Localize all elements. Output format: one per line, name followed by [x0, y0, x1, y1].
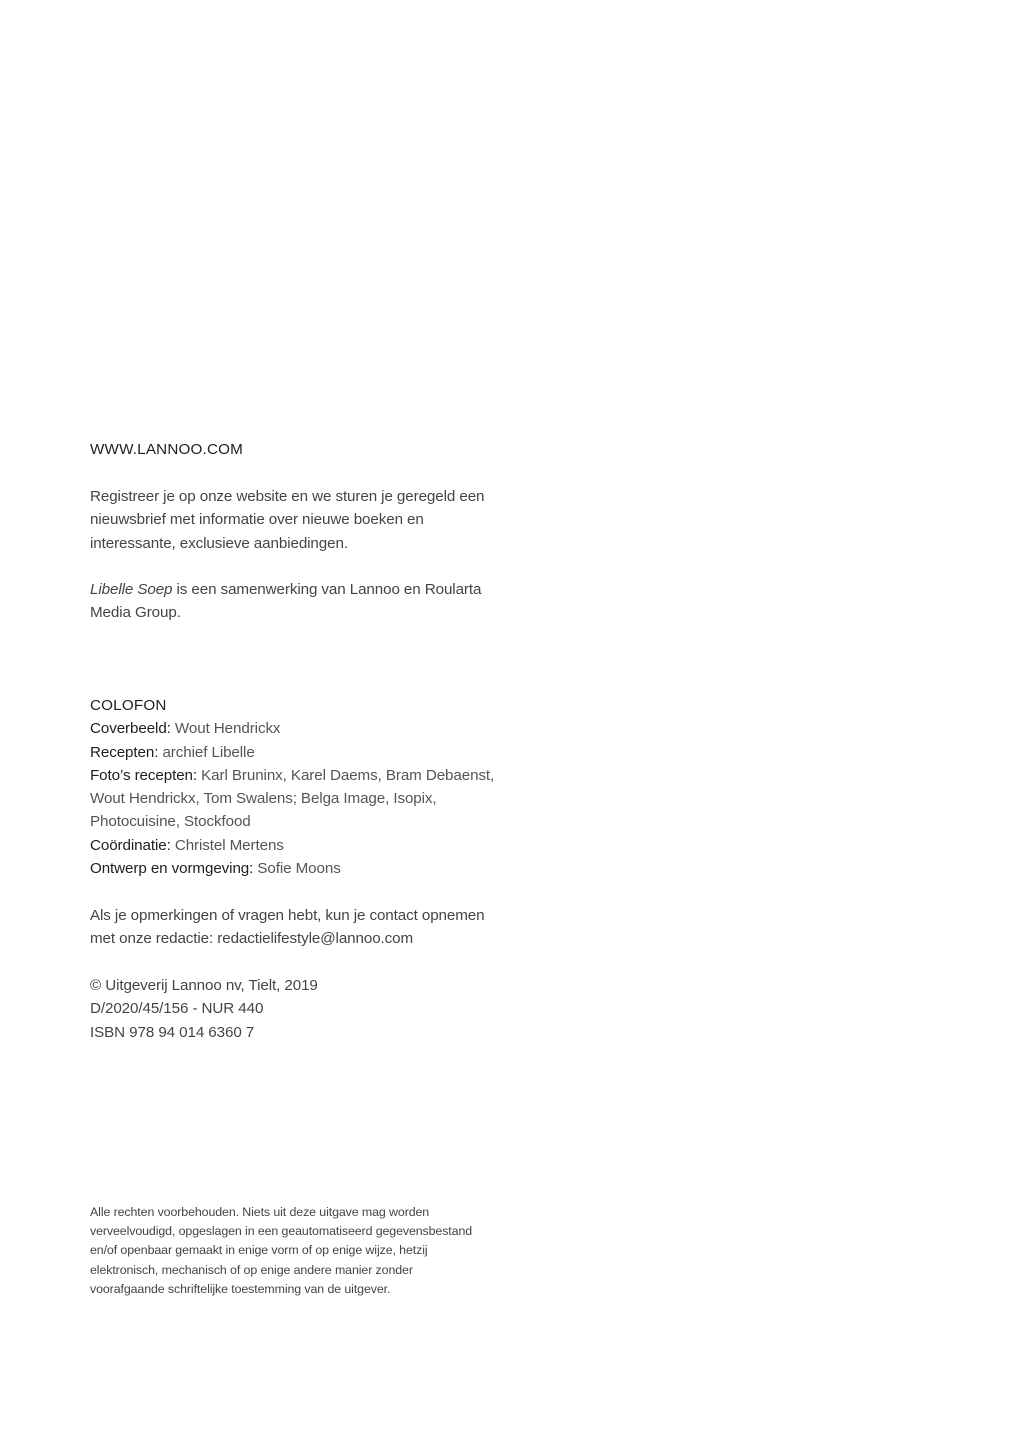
credit-line	[90, 857, 510, 880]
website-url[interactable]: WWW.LANNOO.COM	[90, 441, 243, 458]
credit-value: Sofie Moons	[253, 860, 341, 878]
website-section	[90, 438, 510, 461]
rights-section	[90, 1203, 510, 1299]
credit-label: Coördinatie:	[90, 836, 171, 854]
collab-line	[90, 578, 510, 601]
credit-label: Recepten:	[90, 743, 159, 761]
credit-label: Foto’s recepten:	[90, 766, 198, 784]
collab-line: Media Group.	[90, 604, 181, 622]
contact-line: met onze redactie: redactielifestyle@lannoo.com	[90, 930, 414, 948]
depot-line: D/2020/45/156 - NUR 440	[90, 1000, 264, 1018]
credit-line	[90, 741, 510, 764]
rights-line: elektronisch, mechanisch of op enige andere manier zonder	[90, 1262, 413, 1277]
credit-value: Christel Mertens	[170, 836, 284, 854]
register-section	[90, 485, 510, 555]
copyright-line: © Uitgeverij Lannoo nv, Tielt, 2019	[90, 977, 318, 994]
register-line: interessante, exclusieve aanbiedingen.	[90, 534, 348, 552]
publication-section	[90, 974, 510, 1044]
credit-line	[90, 787, 510, 810]
colofon-section	[90, 694, 510, 880]
credit-line	[90, 717, 510, 740]
credit-line	[90, 834, 510, 857]
book-title: Libelle Soep	[90, 581, 173, 598]
credit-value: Photocuisine, Stockfood	[90, 813, 251, 831]
credit-value: Karl Bruninx, Karel Daems, Bram Debaenst,	[197, 766, 495, 784]
contact-section	[90, 904, 510, 951]
credit-label: Ontwerp en vormgeving:	[90, 860, 254, 878]
rights-line: Alle rechten voorbehouden. Niets uit deze uitgave mag worden	[90, 1205, 430, 1219]
collab-text: is een samenwerking van Lannoo en Roularta	[172, 581, 482, 598]
rights-line: voorafgaande schriftelijke toestemming van de uitgever.	[90, 1281, 391, 1296]
credit-line	[90, 810, 510, 833]
credit-value: archief Libelle	[158, 743, 255, 761]
collab-section	[90, 578, 510, 625]
credit-label: Coverbeeld:	[90, 720, 171, 738]
register-line: nieuwsbrief met informatie over nieuwe boeken en	[90, 511, 424, 529]
contact-line: Als je opmerkingen of vragen hebt, kun je contact opnemen	[90, 907, 485, 924]
credit-value: Wout Hendrickx, Tom Swalens; Belga Image, Isopix,	[90, 790, 437, 808]
credit-line	[90, 764, 510, 787]
rights-line: en/of openbaar gemaakt in enige vorm of op enige wijze, hetzij	[90, 1243, 428, 1258]
register-line: Registreer je op onze website en we sturen je geregeld een	[90, 488, 485, 505]
rights-line: verveelvoudigd, opgeslagen in een geautomatiseerd gegevensbestand	[90, 1224, 473, 1239]
colofon-heading: COLOFON	[90, 697, 167, 714]
isbn-line: ISBN 978 94 014 6360 7	[90, 1023, 255, 1041]
credit-value: Wout Hendrickx	[170, 720, 281, 738]
